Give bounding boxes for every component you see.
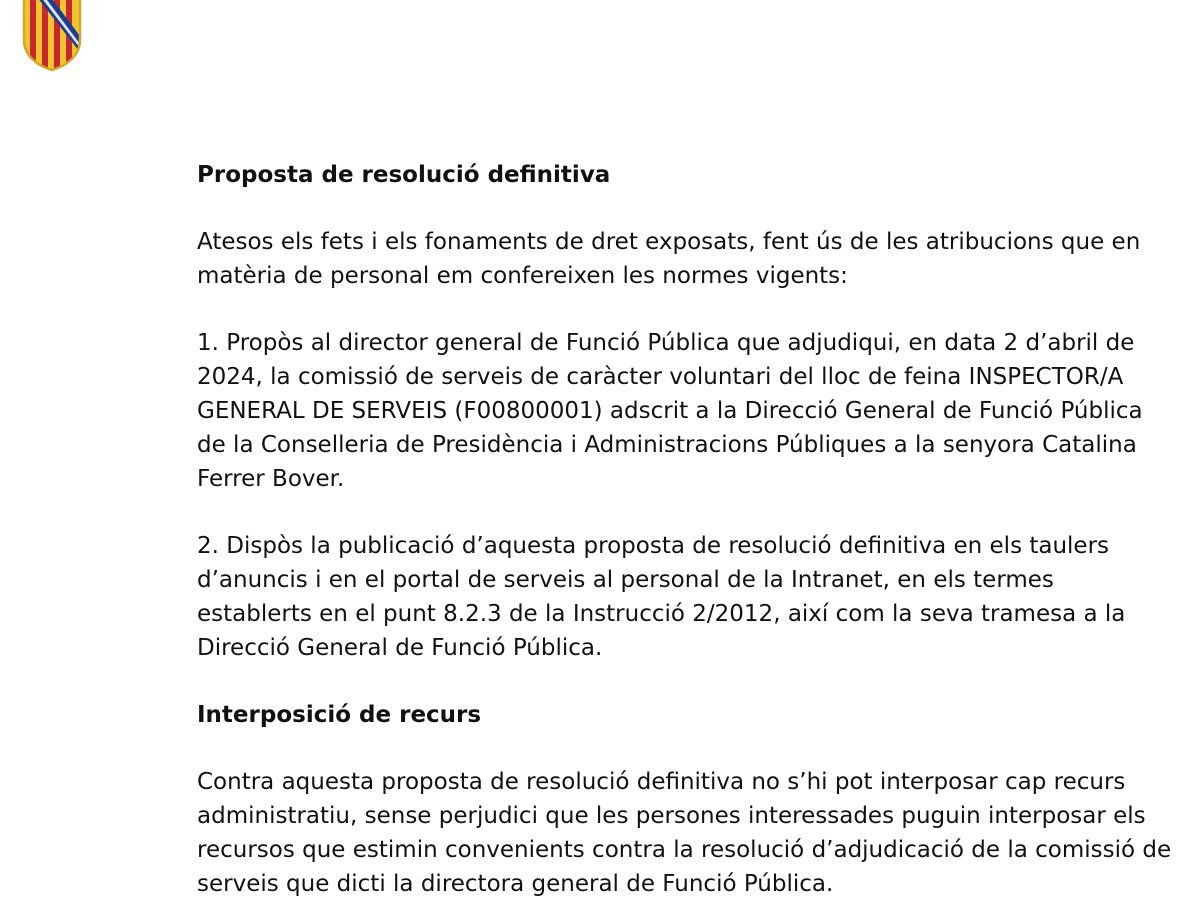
section-heading-appeal: Interposició de recurs [197, 702, 482, 728]
coat-of-arms-icon [20, 0, 84, 72]
appeal-paragraph: Contra aquesta proposta de resolució definitiva no s’hi pot interposar cap recurs administratiu, sense perjudici que les persones interessades puguin interposar els recursos que estimin convenients contra la resolució d’adjudicació de la comissió de serveis que dicti la directora general de Funció Pública. [197, 769, 1172, 897]
intro-paragraph: Atesos els fets i els fonaments de dret exposats, fent ús de les atribucions que en matèria de personal em confereixen les normes vigents: [197, 229, 1141, 289]
point-1-paragraph: 1. Propòs al director general de Funció Pública que adjudiqui, en data 2 d’abril de 2024, la comissió de serveis de caràcter voluntari del lloc de feina INSPECTOR/A GENERAL DE SERVEIS (F00800001) adscrit a la Direcció General de Funció Pública de la Conselleria de Presidència i Administracions Públiques a la senyora Catalina Ferrer Bover. [197, 330, 1143, 492]
point-2-paragraph: 2. Dispòs la publicació d’aquesta proposta de resolució definitiva en els taulers d’anuncis i en el portal de serveis al personal de la Intranet, en els termes establerts en el punt 8.2.3 de la Instrucció 2/2012, així com la seva tramesa a la Direcció General de Funció Pública. [197, 533, 1126, 661]
section-heading-proposal: Proposta de resolució definitiva [197, 162, 611, 188]
document-body [197, 158, 1172, 900]
